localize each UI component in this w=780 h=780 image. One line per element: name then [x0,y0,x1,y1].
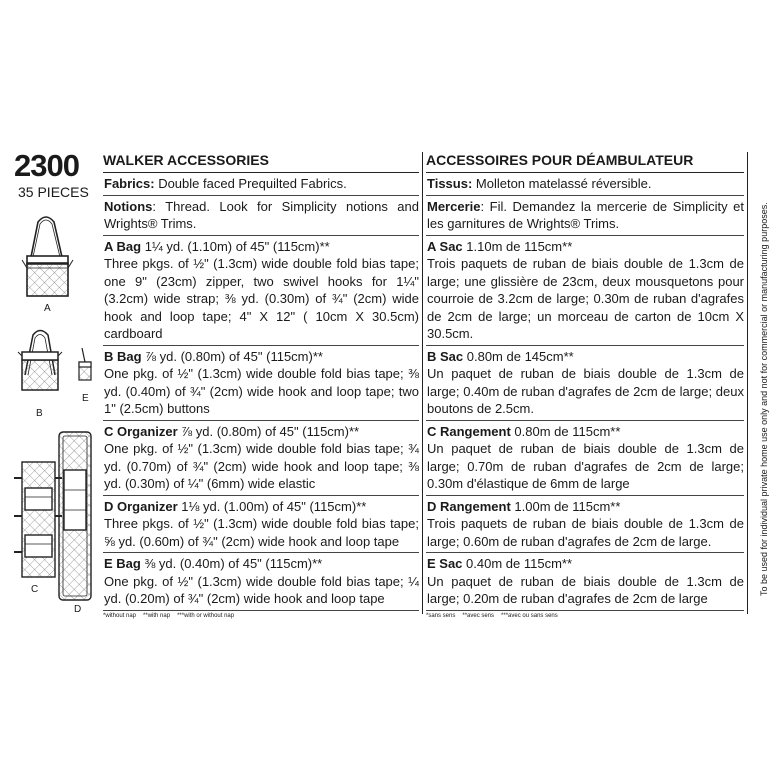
item-yardage: 1.10m de 115cm** [462,238,573,254]
french-title: ACCESSOIRES POUR DÉAMBULATEUR [426,150,744,173]
english-item-d [103,496,419,554]
english-item-e [103,553,419,611]
usage-note: To be used for individual private home use only and not for commercial or manufacturing purposes. [759,202,769,596]
footnote: *sans sens [426,612,456,619]
figure-label-a: A [44,303,51,314]
item-label: A Sac [427,238,463,254]
english-fabrics [103,173,419,196]
figure-label-c: C [31,584,39,595]
item-label: D Organizer [104,498,178,514]
item-label: C Rangement [427,423,511,439]
organizer-d-illustration [59,432,91,600]
footnote: **with nap [143,612,171,619]
footnote: ***with or without nap [177,612,235,619]
footnote: *without nap [103,612,137,619]
item-text: Trois paquets de ruban de biais double de 1.3cm de large; une glissière de 23cm, deux mousquetons pour courroie de 3.2cm de large; 0.30m de ruban d'agrafes de 2cm de large; un morceau de carton de 10cm X 30.5cm. [427,256,744,341]
item-text: Un paquet de ruban de biais double de 1.3cm de large; 0.70m de ruban d'agrafes de 2cm de large; 0.30m d'élastique de 6mm de large [427,441,744,491]
english-fabrics-text: Double faced Prequilted Fabrics. [154,176,347,191]
figure-label-b: B [36,408,43,419]
item-text: One pkg. of ½" (1.3cm) wide double fold bias tape; ⅜ yd. (0.40m) of ¾" (2cm) wide hook and loop tape; two 1" (2.5cm) buttons [104,366,419,416]
item-text: Three pkgs. of ½" (1.3cm) wide double fold bias tape; one 9" (23cm) zipper, two swivel hooks for 1¼" (3.2cm) wide strap; ⅜ yd. (0.30m) of ¾" (2cm) wide hook and loop tape; 4" X 12" ( 10cm X 30.5cm) cardboard [104,256,419,341]
figure-label-e: E [82,393,89,404]
item-label: E Sac [427,556,463,571]
english-notions-text: : Thread. Look for Simplicity notions and Wrights® Trims. [104,198,419,231]
french-item-e [426,553,744,611]
item-label: B Bag [104,348,142,364]
french-notions-text: : Fil. Demandez la mercerie de Simplicity et les garnitures de Wrights® Trims. [427,198,744,231]
french-column [426,150,744,619]
item-yardage: 1⅛ yd. (1.00m) of 45" (115cm)** [177,498,367,514]
figure-label-d: D [74,604,82,615]
english-item-c [103,421,419,496]
item-text: One pkg. of ½" (1.3cm) wide double fold bias tape; ¼ yd. (0.20m) of ¾" (2cm) wide hook and loop tape [104,573,419,606]
english-footnotes [103,613,419,619]
bag-b-illustration [18,331,62,391]
french-fabrics [426,173,744,196]
english-item-a [103,236,419,346]
french-footnotes [426,613,744,619]
item-yardage: 0.40m de 115cm** [462,556,573,571]
item-yardage: ⅞ yd. (0.80m) of 45" (115cm)** [141,348,323,364]
footnote: **avec sens [462,612,495,619]
item-text: Trois paquets de ruban de biais double de 1.3cm de large; 0.60m de ruban d'agrafes de 2cm de large. [427,516,744,549]
french-notions-label: Mercerie [427,198,481,214]
organizer-c-illustration [14,462,62,577]
english-notions [103,196,419,236]
french-notions [426,196,744,236]
english-notions-label: Notions [104,198,153,214]
item-yardage: 1.00m de 115cm** [510,498,621,514]
english-title: WALKER ACCESSORIES [103,150,419,173]
item-text: Un paquet de ruban de biais double de 1.3cm de large; 0.40m de ruban d'agrafes de 2cm de large; deux boutons de 2.5cm. [427,366,744,416]
item-label: E Bag [104,556,141,571]
item-text: Un paquet de ruban de biais double de 1.3cm de large; 0.20m de ruban d'agrafes de 2cm de large [427,573,744,606]
pattern-number: 2300 [14,148,79,183]
item-label: A Bag [104,238,142,254]
french-fabrics-label: Tissus: [427,176,473,191]
item-text: One pkg. of ½" (1.3cm) wide double fold bias tape; ¾ yd. (0.70m) of ¾" (2cm) wide hook and loop tape; ⅜ yd. (0.30m) of ¼" (6mm) wide elastic [104,441,419,491]
french-item-b [426,346,744,421]
french-fabrics-text: Molleton matelassé réversible. [472,176,652,191]
bag-a-illustration [22,217,73,296]
english-fabrics-label: Fabrics: [104,176,155,191]
item-yardage: ⅜ yd. (0.40m) of 45" (115cm)** [140,556,323,571]
footnote: ***avec ou sans sens [501,612,558,619]
item-yardage: 0.80m de 115cm** [510,423,621,439]
item-label: D Rangement [427,498,511,514]
pieces-count: 35 PIECES [18,184,89,200]
english-column [103,150,419,619]
french-item-a [426,236,744,346]
french-item-d [426,496,744,554]
item-text: Three pkgs. of ½" (1.3cm) wide double fold bias tape; ⅝ yd. (0.60m) of ¾" (2cm) wide hook and loop tape [104,516,419,549]
item-label: C Organizer [104,423,178,439]
bag-e-illustration [79,348,91,380]
column-separator [422,152,423,614]
right-border [747,152,748,614]
item-label: B Sac [427,348,464,364]
french-item-c [426,421,744,496]
english-item-b [103,346,419,421]
item-yardage: 1¼ yd. (1.10m) of 45" (115cm)** [141,238,330,254]
item-yardage: 0.80m de 145cm** [463,348,574,364]
item-yardage: ⅞ yd. (0.80m) of 45" (115cm)** [177,423,360,439]
